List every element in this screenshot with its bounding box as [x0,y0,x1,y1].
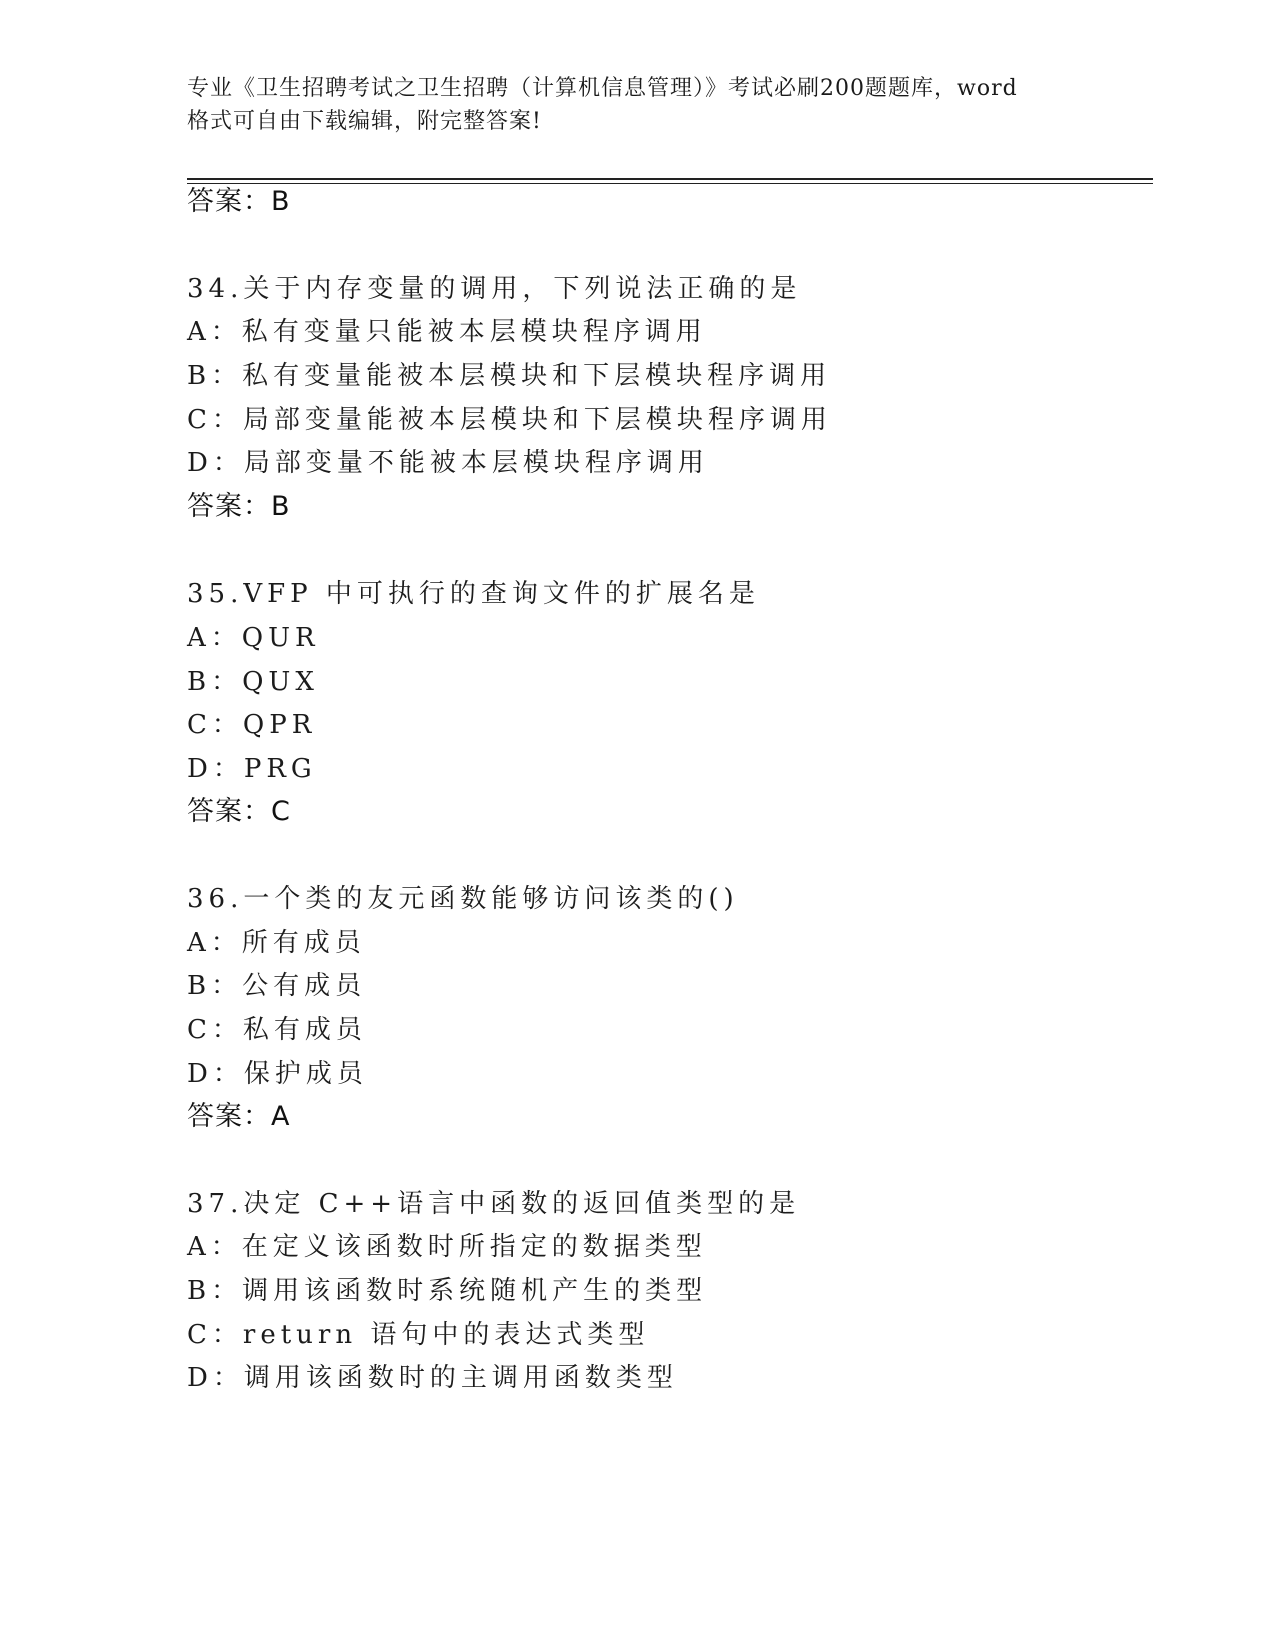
question-35-option-d: D：PRG [187,754,317,784]
question-35-option-c: C：QPR [187,710,317,740]
question-36-option-b: B：公有成员 [187,971,367,1001]
header-line-2: 格式可自由下载编辑，附完整答案! [187,109,542,134]
question-35-option-b: B：QUX [187,667,319,697]
question-37-option-a: A：在定义该函数时所指定的数据类型 [187,1232,707,1262]
question-35-title: 35.VFP 中可执行的查询文件的扩展名是 [187,579,760,609]
question-36-option-d: D：保护成员 [187,1059,368,1089]
question-34-answer: 答案：B [187,491,291,522]
question-37-title: 37.决定 C++语言中函数的返回值类型的是 [187,1189,801,1219]
question-37-option-c: C：return 语句中的表达式类型 [187,1320,650,1350]
question-34-option-d: D：局部变量不能被本层模块程序调用 [187,448,709,478]
question-35-answer: 答案：C [187,796,291,827]
answer-previous: 答案：B [187,186,291,217]
question-36-answer: 答案：A [187,1101,291,1132]
question-36-option-a: A：所有成员 [187,928,366,958]
question-34-option-c: C：局部变量能被本层模块和下层模块程序调用 [187,405,832,435]
question-35-option-a: A：QUR [187,623,320,653]
question-37-option-b: B：调用该函数时系统随机产生的类型 [187,1276,708,1306]
question-36-title: 36.一个类的友元函数能够访问该类的() [187,884,739,914]
question-36-option-c: C：私有成员 [187,1015,367,1045]
document-header [187,72,1087,138]
header-line-1: 专业《卫生招聘考试之卫生招聘（计算机信息管理）》考试必刷200题题库，word [187,76,1018,101]
question-34-option-a: A：私有变量只能被本层模块程序调用 [187,317,707,347]
question-34-option-b: B：私有变量能被本层模块和下层模块程序调用 [187,361,832,391]
header-divider-thick [187,178,1153,180]
question-34-title: 34.关于内存变量的调用，下列说法正确的是 [187,274,802,304]
question-37-option-d: D：调用该函数时的主调用函数类型 [187,1363,678,1393]
header-divider-thin [187,183,1153,184]
